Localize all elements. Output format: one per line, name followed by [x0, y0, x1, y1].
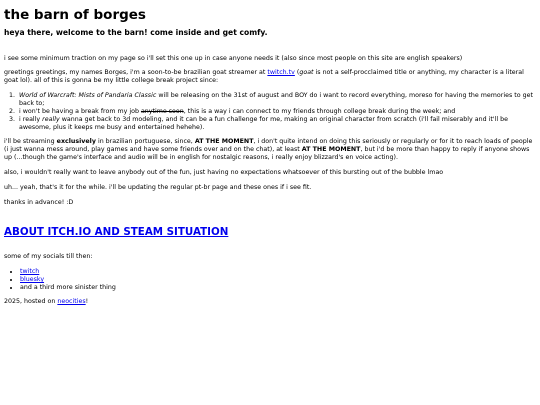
greeting-paragraph — [4, 69, 536, 85]
streaming-text: in brazilian portuguese, since, — [95, 138, 195, 145]
footer-text: 2025, hosted on — [4, 298, 58, 305]
sinister-thing-text: and a third more sinister thing — [20, 284, 116, 291]
emphasis-text: really — [42, 116, 60, 123]
streaming-text: , i don't quite intend on doing this seriously or regularly or for it to reach loads of people (i just wanna mess around, play games and have some friends over and on the chat), at least — [4, 138, 533, 153]
goat-word: goat — [299, 69, 314, 76]
list-item — [20, 268, 536, 276]
streaming-text: i'll be streaming — [4, 138, 57, 145]
greeting-text-3: is not a self-procclaimed title or anything, my character is a literal goat lol). all of this is gonna be my little college break project since: — [4, 69, 524, 84]
game-title: World of Warcraft: Mists of Pandaria Classic — [19, 92, 157, 99]
list-item — [17, 92, 536, 108]
intro-note: i see some minimum traction on my page so i'll set this one up in case anyone needs it (also since most people on this site are english speakers) — [4, 55, 463, 62]
spacer — [4, 214, 536, 226]
uh-paragraph: uh... yeah, that's it for the while. i'll be updating the regular pt-br page and these ones if i see fit. — [4, 184, 312, 191]
itch-steam-link[interactable]: ABOUT ITCH.IO AND STEAM SITUATION — [4, 226, 229, 238]
list-item-text: , this is a way i can connect to my friends through college break during the week; and — [183, 108, 456, 115]
list-item-text: wanna get back to 3d modeling, and it can be a fun challenge for me, making an original character from scratch (i'll fail miserably and it'll be awesome, plus it keeps me busy and entertained hehehe). — [19, 116, 508, 131]
bold-at-the-moment: AT THE MOMENT — [301, 146, 361, 153]
thanks-paragraph: thanks in advance! :D — [4, 199, 74, 206]
page-title: the barn of borges — [4, 7, 146, 23]
bold-at-the-moment: AT THE MOMENT — [194, 138, 254, 145]
list-item — [17, 108, 536, 116]
list-item-text: i won't be having a break from my job — [19, 108, 141, 115]
socials-list — [4, 268, 536, 292]
list-item-text: i really — [19, 116, 43, 123]
greeting-text-2: ( — [294, 69, 300, 76]
socials-intro: some of my socials till then: — [4, 253, 93, 260]
list-item — [20, 276, 536, 284]
twitch-link[interactable]: twitch.tv — [267, 69, 295, 76]
bluesky-social-link[interactable]: bluesky — [20, 276, 45, 283]
also-paragraph: also, i wouldn't really want to leave anybody out of the fun, just having no expectations whatsoever of this bursting out of the bubble lmao — [4, 169, 444, 176]
struck-text: anytime soon — [140, 108, 184, 115]
section-heading — [4, 226, 536, 239]
twitch-social-link[interactable]: twitch — [20, 268, 40, 275]
bold-exclusively: exclusively — [56, 138, 96, 145]
neocities-link[interactable]: neocities — [57, 298, 86, 305]
list-item-text: will be releasing on the 31st of august and BOY do i want to record everything, moreso for having the memories to get back to; — [19, 92, 533, 107]
welcome-heading: heya there, welcome to the barn! come inside and get comfy. — [4, 28, 268, 37]
footer-suffix: ! — [85, 298, 89, 305]
streaming-paragraph — [4, 138, 536, 162]
footer — [4, 298, 536, 306]
list-item — [20, 284, 536, 292]
list-item — [17, 116, 536, 132]
streaming-text: , but i'd be more than happy to reply if anyone shows up (...though the game's interface and audio will be in english for nostalgic reasons, i really enjoy blizzard's en voice acting). — [4, 146, 530, 161]
greeting-text-1: greetings greetings, my names Borges, i'm a soon-to-be brazilian goat streamer at — [4, 69, 268, 76]
reasons-list — [4, 92, 536, 132]
